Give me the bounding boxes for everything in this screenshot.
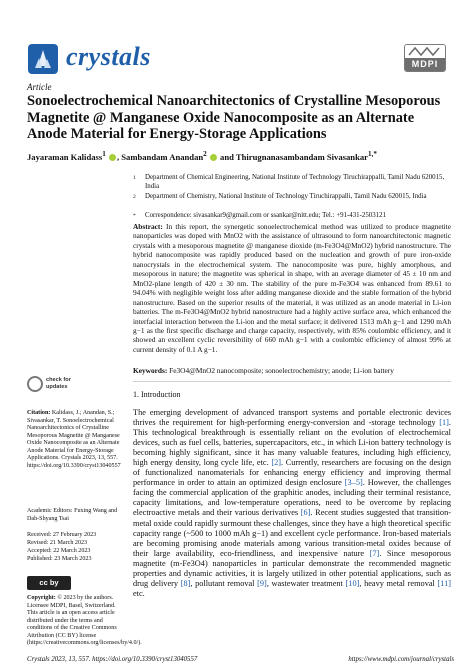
affiliation-number: * <box>133 213 136 219</box>
abstract-text: In this report, the synergetic sonoelectrochemical method was utilized to produce magnetite nanoparticles was doped with MnO2 with the assistance of ultrasound to form nanoarchitectonic magnetic crystals with a mesoporous magnetite @ manganese dioxide (m-Fe3O4@MnO2) hybrid nanostructure. The hybrid nanocomposite was rapidly produced based on the nucleation and growth of pure iron-oxide nanocrystals in the electrochemical system. The nanocomposite was pure, highly amorphous, and mesoporous in nature; the magnetite was spherical in shape, with an average diameter of 45 ± 10 nm and MnO2-plane length of 420 ± 30 nm. The stability of the pure m-Fe3O4 was enhanced from 89.61 to 94.04% with negligible weight loss after adding manganese dioxide and the stable formation of the hybrid nanostructure. Based on the superior results of the material, it was utilized as an anode material in Li-ion batteries. The m-Fe3O4@MnO2 hybrid nanostructure had a highly active surface area, which enhanced the interfacial interaction between the Li-ion and the metal surface; it delivered 1513 mAh g−1 and 1290 mAh g−1 as the first specific discharge and charge capacity, respectively, with 85% coulombic efficiency, and it showed an excellent cyclic reversibility of 660 mAh g−1 with a coulombic efficiency of almost 99% at current density of 0.1 A g−1. <box>133 222 451 354</box>
affiliation-text: Department of Chemical Engineering, National Institute of Technology Tiruchirappalli, Tamil Nadu 620015, India <box>145 174 445 190</box>
cc-license-badge[interactable] <box>27 576 71 590</box>
copyright-block <box>27 595 142 648</box>
citation-link[interactable]: [2] <box>271 458 281 468</box>
keywords-text: Fe3O4@MnO2 nanocomposite; sonoelectrochemistry; anode; Li-ion battery <box>169 366 394 375</box>
paragraph-text: . This technological breakthrough is essentially reliant on the evolution of electrochemical devices, such as fuel cells, batteries, supercapacitors, etc., in which Li-ion battery technology is becoming highly significant, since it has many valuable features, including high efficiency, high energy density, long cycle life, etc. <box>133 418 451 468</box>
orcid-icon[interactable] <box>210 154 217 161</box>
check-updates-line: updates <box>46 383 68 390</box>
copyright-label: Copyright: <box>27 595 56 601</box>
footer-journal-link[interactable]: https://www.mdpi.com/journal/crystals <box>348 656 454 663</box>
publisher-name: MDPI <box>405 58 445 71</box>
footer-citation[interactable]: Crystals 2023, 13, 557. https://doi.org/10.3390/cryst13040557 <box>27 656 198 663</box>
correspondence-text[interactable]: Correspondence: sivasankar9@gmail.com or ssankar@nitt.edu; Tel.: +91-431-2503121 <box>145 212 387 219</box>
paragraph-text: , wastewater treatment <box>266 578 346 588</box>
affiliation-number: 2 <box>133 194 136 200</box>
journal-logo-icon <box>28 44 58 74</box>
author-separator: and <box>217 151 236 162</box>
abstract-label: Abstract: <box>133 222 163 231</box>
paragraph-text: The emerging development of advanced transport systems and portable electronic devices thrives the requirement for high-performing energy-conversion and -storage technology <box>133 408 451 428</box>
crystal-icon <box>28 44 58 74</box>
citation-link[interactable]: [11] <box>437 578 452 588</box>
journal-name: crystals <box>66 42 151 71</box>
citation-link[interactable]: [9] <box>257 578 267 588</box>
section-heading: 1. Introduction <box>133 390 181 399</box>
author-list <box>27 149 457 163</box>
section-divider <box>133 381 451 382</box>
revised-date: Revised: 21 March 2023 <box>27 539 88 546</box>
editors-block <box>27 508 123 523</box>
paragraph-text: etc. <box>133 588 145 598</box>
paragraph-text: . Recent studies suggested that transition-metal oxide could rapidly surmount these challenges, since they have a high theoretical specific capacity range (~500 to 1000 mAh g−1) and excellent cycle performance. Iron-based materials are becoming promising anode materials among various transition-metal oxides because of their large availability, eco-friendliness, and inexpensive nature <box>133 508 451 558</box>
keywords-label: Keywords: <box>133 366 168 375</box>
abstract <box>133 222 451 354</box>
check-updates-label <box>46 377 71 390</box>
citation-link[interactable]: [3–5] <box>344 478 363 488</box>
affiliation-number: 1 <box>133 175 136 181</box>
author-affiliation-mark: 1 <box>102 150 106 158</box>
refresh-icon <box>27 376 43 392</box>
received-date: Received: 27 February 2023 <box>27 532 97 538</box>
citation-text: Kalidass, J.; Anandan, S.; Sivasankar, T. Sonoelectrochemical Nanoarchitectonics of Crystalline Mesoporous Magnetite @ Manganese Oxide Nanocomposite as an Alternate Anode Material for Energy-Storage Applications. Crystals 2023, 13, 557. https://doi.org/10.3390/cryst13040557 <box>27 410 121 469</box>
citation-link[interactable]: [10] <box>345 578 360 588</box>
citation-link[interactable]: [1] <box>439 418 449 428</box>
paragraph-text: . Since mesoporous magnetite (m-Fe3O4) nanoparticles in particular demonstrate the recommended magnetic properties and dynamic activities, it is largely utilized in other potential applications, such as drug delivery <box>133 548 451 588</box>
author-affiliation-mark: 1,* <box>367 150 377 158</box>
author-name[interactable]: Jayaraman Kalidass <box>27 151 103 162</box>
editors-text: Fuxing Wang and Dah-Shyang Tsai <box>27 508 118 522</box>
publication-dates <box>27 532 123 564</box>
orcid-icon[interactable] <box>109 154 116 161</box>
author-name[interactable]: Sambandam Anandan <box>121 151 204 162</box>
author-name[interactable]: Thirugnanasambandam Sivasankar <box>235 151 368 162</box>
publisher-mark-icon <box>405 45 445 58</box>
citation-label: Citation: <box>27 410 51 416</box>
citation-link[interactable]: [8] <box>180 578 191 588</box>
paragraph-text: . However, the challenges facing the commercial application of the graphitic anodes, including their terminal resistance, capacity limitations, and low-temperature operations, need to be overcome by replacing electroactive metals and their various derivatives <box>133 478 451 518</box>
accepted-date: Accepted: 22 March 2023 <box>27 547 91 554</box>
editors-label: Academic Editors: <box>27 508 73 514</box>
author-affiliation-mark: 2 <box>203 150 207 158</box>
keywords <box>133 366 451 375</box>
check-updates-line: check for <box>46 377 71 383</box>
published-date: Published: 23 March 2023 <box>27 555 92 562</box>
publisher-logo <box>404 44 446 72</box>
citation-link[interactable]: [7] <box>369 548 380 558</box>
cc-badge-label: cc by <box>39 578 59 587</box>
affiliation-text: Department of Chemistry, National Institute of Technology Tiruchirappalli, Tamil Nadu 620015, India <box>145 193 427 200</box>
paragraph-text: . Currently, researchers are focusing on the design of functionalized nanomaterials for enhancing energy efficiency and improving thermal performance in order to attain an optimized design enclosure <box>133 458 452 488</box>
citation-block <box>27 410 123 470</box>
copyright-text: © 2023 by the authors. Licensee MDPI, Basel, Switzerland. This article is an open access article distributed under the terms and conditions of the Creative Commons Attribution (CC BY) license (https://creativecommons.org/licenses/by/4.0/). <box>27 595 142 647</box>
citation-link[interactable]: [6] <box>300 508 311 518</box>
paragraph-text: , heavy metal removal <box>359 578 438 588</box>
article-type: Article <box>27 82 52 92</box>
article-title: Sonoelectrochemical Nanoarchitectonics of Crystalline Mesoporous Magnetite @ Manganese Oxide Nanocomposite as an Alternate Anode Material for Energy-Storage Applications <box>27 93 441 142</box>
introduction-paragraph <box>133 408 451 599</box>
check-for-updates-button[interactable] <box>27 374 87 398</box>
author-separator: , <box>116 151 122 162</box>
paragraph-text: , pollutant removal <box>190 578 258 588</box>
